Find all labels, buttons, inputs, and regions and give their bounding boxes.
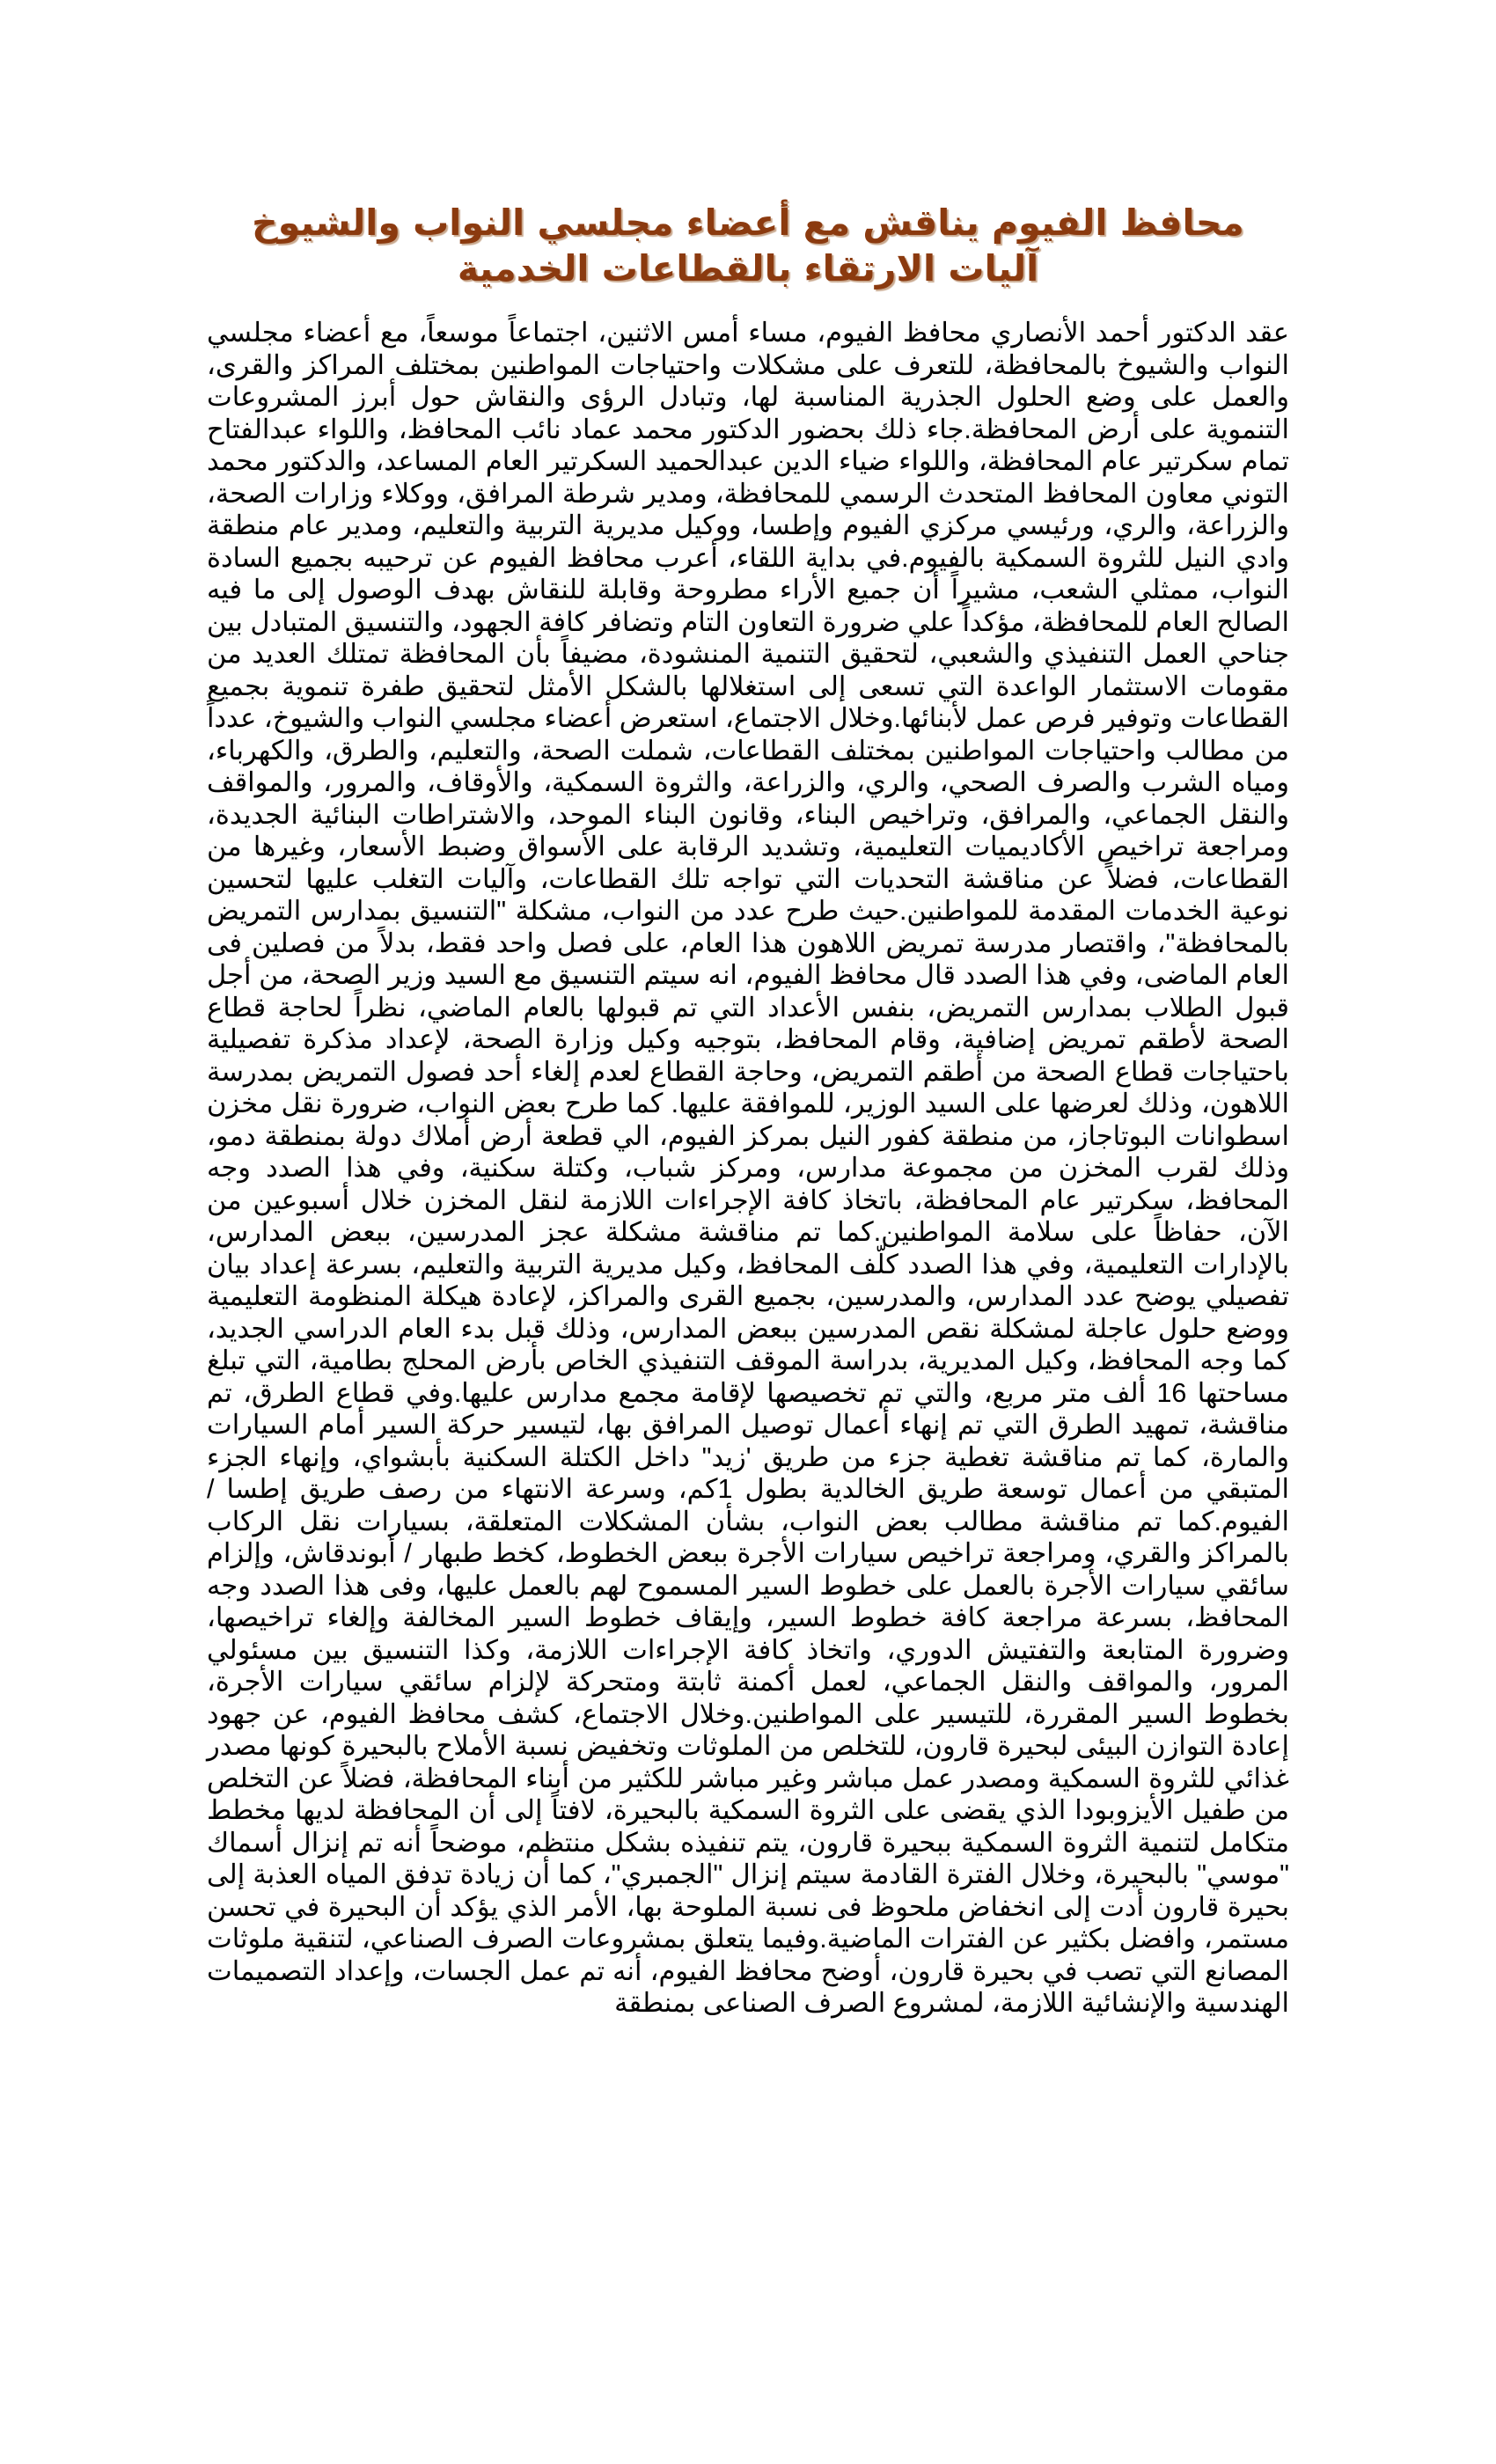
article-paragraph: عقد الدكتور أحمد الأنصاري محافظ الفيوم، مساء أمس الاثنين، اجتماعاً موسعاً، مع أعضاء مجلسي النواب والشيوخ بالمحافظة، للتعرف على مشكلات واحتياجات المواطنين بمختلف المراكز والقرى، والعمل على وضع الحلول الجذرية المناسبة لها، وتبادل الرؤى والنقاش حول أبرز المشروعات التنموية على أرض المحافظة.جاء ذلك بحضور الدكتور محمد عماد نائب المحافظ، واللواء عبدالفتاح تمام سكرتير عام المحافظة، واللواء ضياء الدين عبدالحميد السكرتير العام المساعد، والدكتور محمد التوني معاون المحافظ المتحدث الرسمي للمحافظة، ومدير شرطة المرافق، ووكلاء وزارات الصحة، والزراعة، والري، ورئيسي مركزي الفيوم وإطسا، ووكيل مديرية التربية والتعليم، ومدير عام منطقة وادي النيل للثروة السمكية بالفيوم.في بداية اللقاء، أعرب محافظ الفيوم عن ترحيبه بجميع السادة النواب، ممثلي الشعب، مشيراً أن جميع الأراء مطروحة وقابلة للنقاش بهدف الوصول إلى ما فيه الصالح العام للمحافظة، مؤكداً علي ضرورة التعاون التام وتضافر كافة الجهود، والتنسيق المتبادل بين جناحي العمل التنفيذي والشعبي، لتحقيق التنمية المنشودة، مضيفاً بأن المحافظة تمتلك العديد من مقومات الاستثمار الواعدة التي تسعى إلى استغلالها بالشكل الأمثل لتحقيق طفرة تنموية بجميع القطاعات وتوفير فرص عمل لأبنائها.وخلال الاجتماع، استعرض أعضاء مجلسي النواب والشيوخ، عدداً من مطالب واحتياجات المواطنين بمختلف القطاعات، شملت الصحة، والتعليم، والطرق، والكهرباء، ومياه الشرب والصرف الصحي، والري، والزراعة، والثروة السمكية، والأوقاف، والمرور، والمواقف والنقل الجماعي، والمرافق، وتراخيص البناء، وقانون البناء الموحد، والاشتراطات البنائية الجديدة، ومراجعة تراخيص الأكاديميات التعليمية، وتشديد الرقابة على الأسواق وضبط الأسعار، وغيرها من القطاعات، فضلاً عن مناقشة التحديات التي تواجه تلك القطاعات، وآليات التغلب عليها لتحسين نوعية الخدمات المقدمة للمواطنين.حيث طرح عدد من النواب، مشكلة "التنسيق بمدارس التمريض بالمحافظة"، واقتصار مدرسة تمريض اللاهون هذا العام، على فصل واحد فقط، بدلاً من فصلين فى العام الماضى، وفي هذا الصدد قال محافظ الفيوم، انه سيتم التنسيق مع السيد وزير الصحة، من أجل قبول الطلاب بمدارس التمريض، بنفس الأعداد التي تم قبولها بالعام الماضي، نظراً لحاجة قطاع الصحة لأطقم تمريض إضافية، وقام المحافظ، بتوجيه وكيل وزارة الصحة، لإعداد مذكرة تفصيلية باحتياجات قطاع الصحة من أطقم التمريض، وحاجة القطاع لعدم إلغاء أحد فصول التمريض بمدرسة اللاهون، وذلك لعرضها على السيد الوزير، للموافقة عليها. كما طرح بعض النواب، ضرورة نقل مخزن اسطوانات البوتاجاز، من منطقة كفور النيل بمركز الفيوم، الي قطعة أرض أملاك دولة بمنطقة دمو، وذلك لقرب المخزن من مجموعة مدارس، ومركز شباب، وكتلة سكنية، وفي هذا الصدد وجه المحافظ، سكرتير عام المحافظة، باتخاذ كافة الإجراءات اللازمة لنقل المخزن خلال أسبوعين من الآن، حفاظاً على سلامة المواطنين.كما تم مناقشة مشكلة عجز المدرسين، ببعض المدارس، بالإدارات التعليمية، وفي هذا الصدد كلّف المحافظ، وكيل مديرية التربية والتعليم، بسرعة إعداد بيان تفصيلي يوضح عدد المدارس، والمدرسين، بجميع القرى والمراكز، لإعادة هيكلة المنظومة التعليمية ووضع حلول عاجلة لمشكلة نقص المدرسين ببعض المدارس، وذلك قبل بدء العام الدراسي الجديد، كما وجه المحافظ، وكيل المديرية، بدراسة الموقف التنفيذي الخاص بأرض المحلج بطامية، التي تبلغ مساحتها 16 ألف متر مربع، والتي تم تخصيصها لإقامة مجمع مدارس عليها.وفي قطاع الطرق، تم مناقشة، تمهيد الطرق التي تم إنهاء أعمال توصيل المرافق بها، لتيسير حركة السير أمام السيارات والمارة، كما تم مناقشة تغطية جزء من طريق 'زيد" داخل الكتلة السكنية بأبشواي، وإنهاء الجزء المتبقي من أعمال توسعة طريق الخالدية بطول 1كم، وسرعة الانتهاء من رصف طريق إطسا / الفيوم.كما تم مناقشة مطالب بعض النواب، بشأن المشكلات المتعلقة، بسيارات نقل الركاب بالمراكز والقري، ومراجعة تراخيص سيارات الأجرة ببعض الخطوط، كخط طبهار / أبوندقاش، وإلزام سائقي سيارات الأجرة بالعمل على خطوط السير المسموح لهم بالعمل عليها، وفى هذا الصدد وجه المحافظ، بسرعة مراجعة كافة خطوط السير، وإيقاف خطوط السير المخالفة وإلغاء تراخيصها، وضرورة المتابعة والتفتيش الدوري، واتخاذ كافة الإجراءات اللازمة، وكذا التنسيق بين مسئولي المرور، والمواقف والنقل الجماعي، لعمل أكمنة ثابتة ومتحركة لإلزام سائقي سيارات الأجرة، بخطوط السير المقررة، للتيسير على المواطنين.وخلال الاجتماع، كشف محافظ الفيوم، عن جهود إعادة التوازن البيئى لبحيرة قارون، للتخلص من الملوثات وتخفيض نسبة الأملاح بالبحيرة كونها مصدر غذائي للثروة السمكية ومصدر عمل مباشر وغير مباشر للكثير من أبناء المحافظة، فضلاً عن التخلص من طفيل الأيزوبودا الذي يقضى على الثروة السمكية بالبحيرة، لافتاً إلى أن المحافظة لديها مخطط متكامل لتنمية الثروة السمكية ببحيرة قارون، يتم تنفيذه بشكل منتظم، موضحاً أنه تم إنزال أسماك "موسي" بالبحيرة، وخلال الفترة القادمة سيتم إنزال "الجمبري"، كما أن زيادة تدفق المياه العذبة إلى بحيرة قارون أدت إلى انخفاض ملحوظ فى نسبة الملوحة بها، الأمر الذي يؤكد أن البحيرة في تحسن مستمر، وافضل بكثير عن الفترات الماضية.وفيما يتعلق بمشروعات الصرف الصناعي، لتنقية ملوثات المصانع التي تصب في بحيرة قارون، أوضح محافظ الفيوم، أنه تم عمل الجسات، وإعداد التصميمات الهندسية والإنشائية اللازمة، لمشروع الصرف الصناعى بمنطقة xyxy=(207,318,1289,2018)
article-body xyxy=(207,317,1289,2020)
article-title: محافظ الفيوم يناقش مع أعضاء مجلسي النواب والشيوخ آليات الارتقاء بالقطاعات الخدمية xyxy=(252,202,1244,290)
